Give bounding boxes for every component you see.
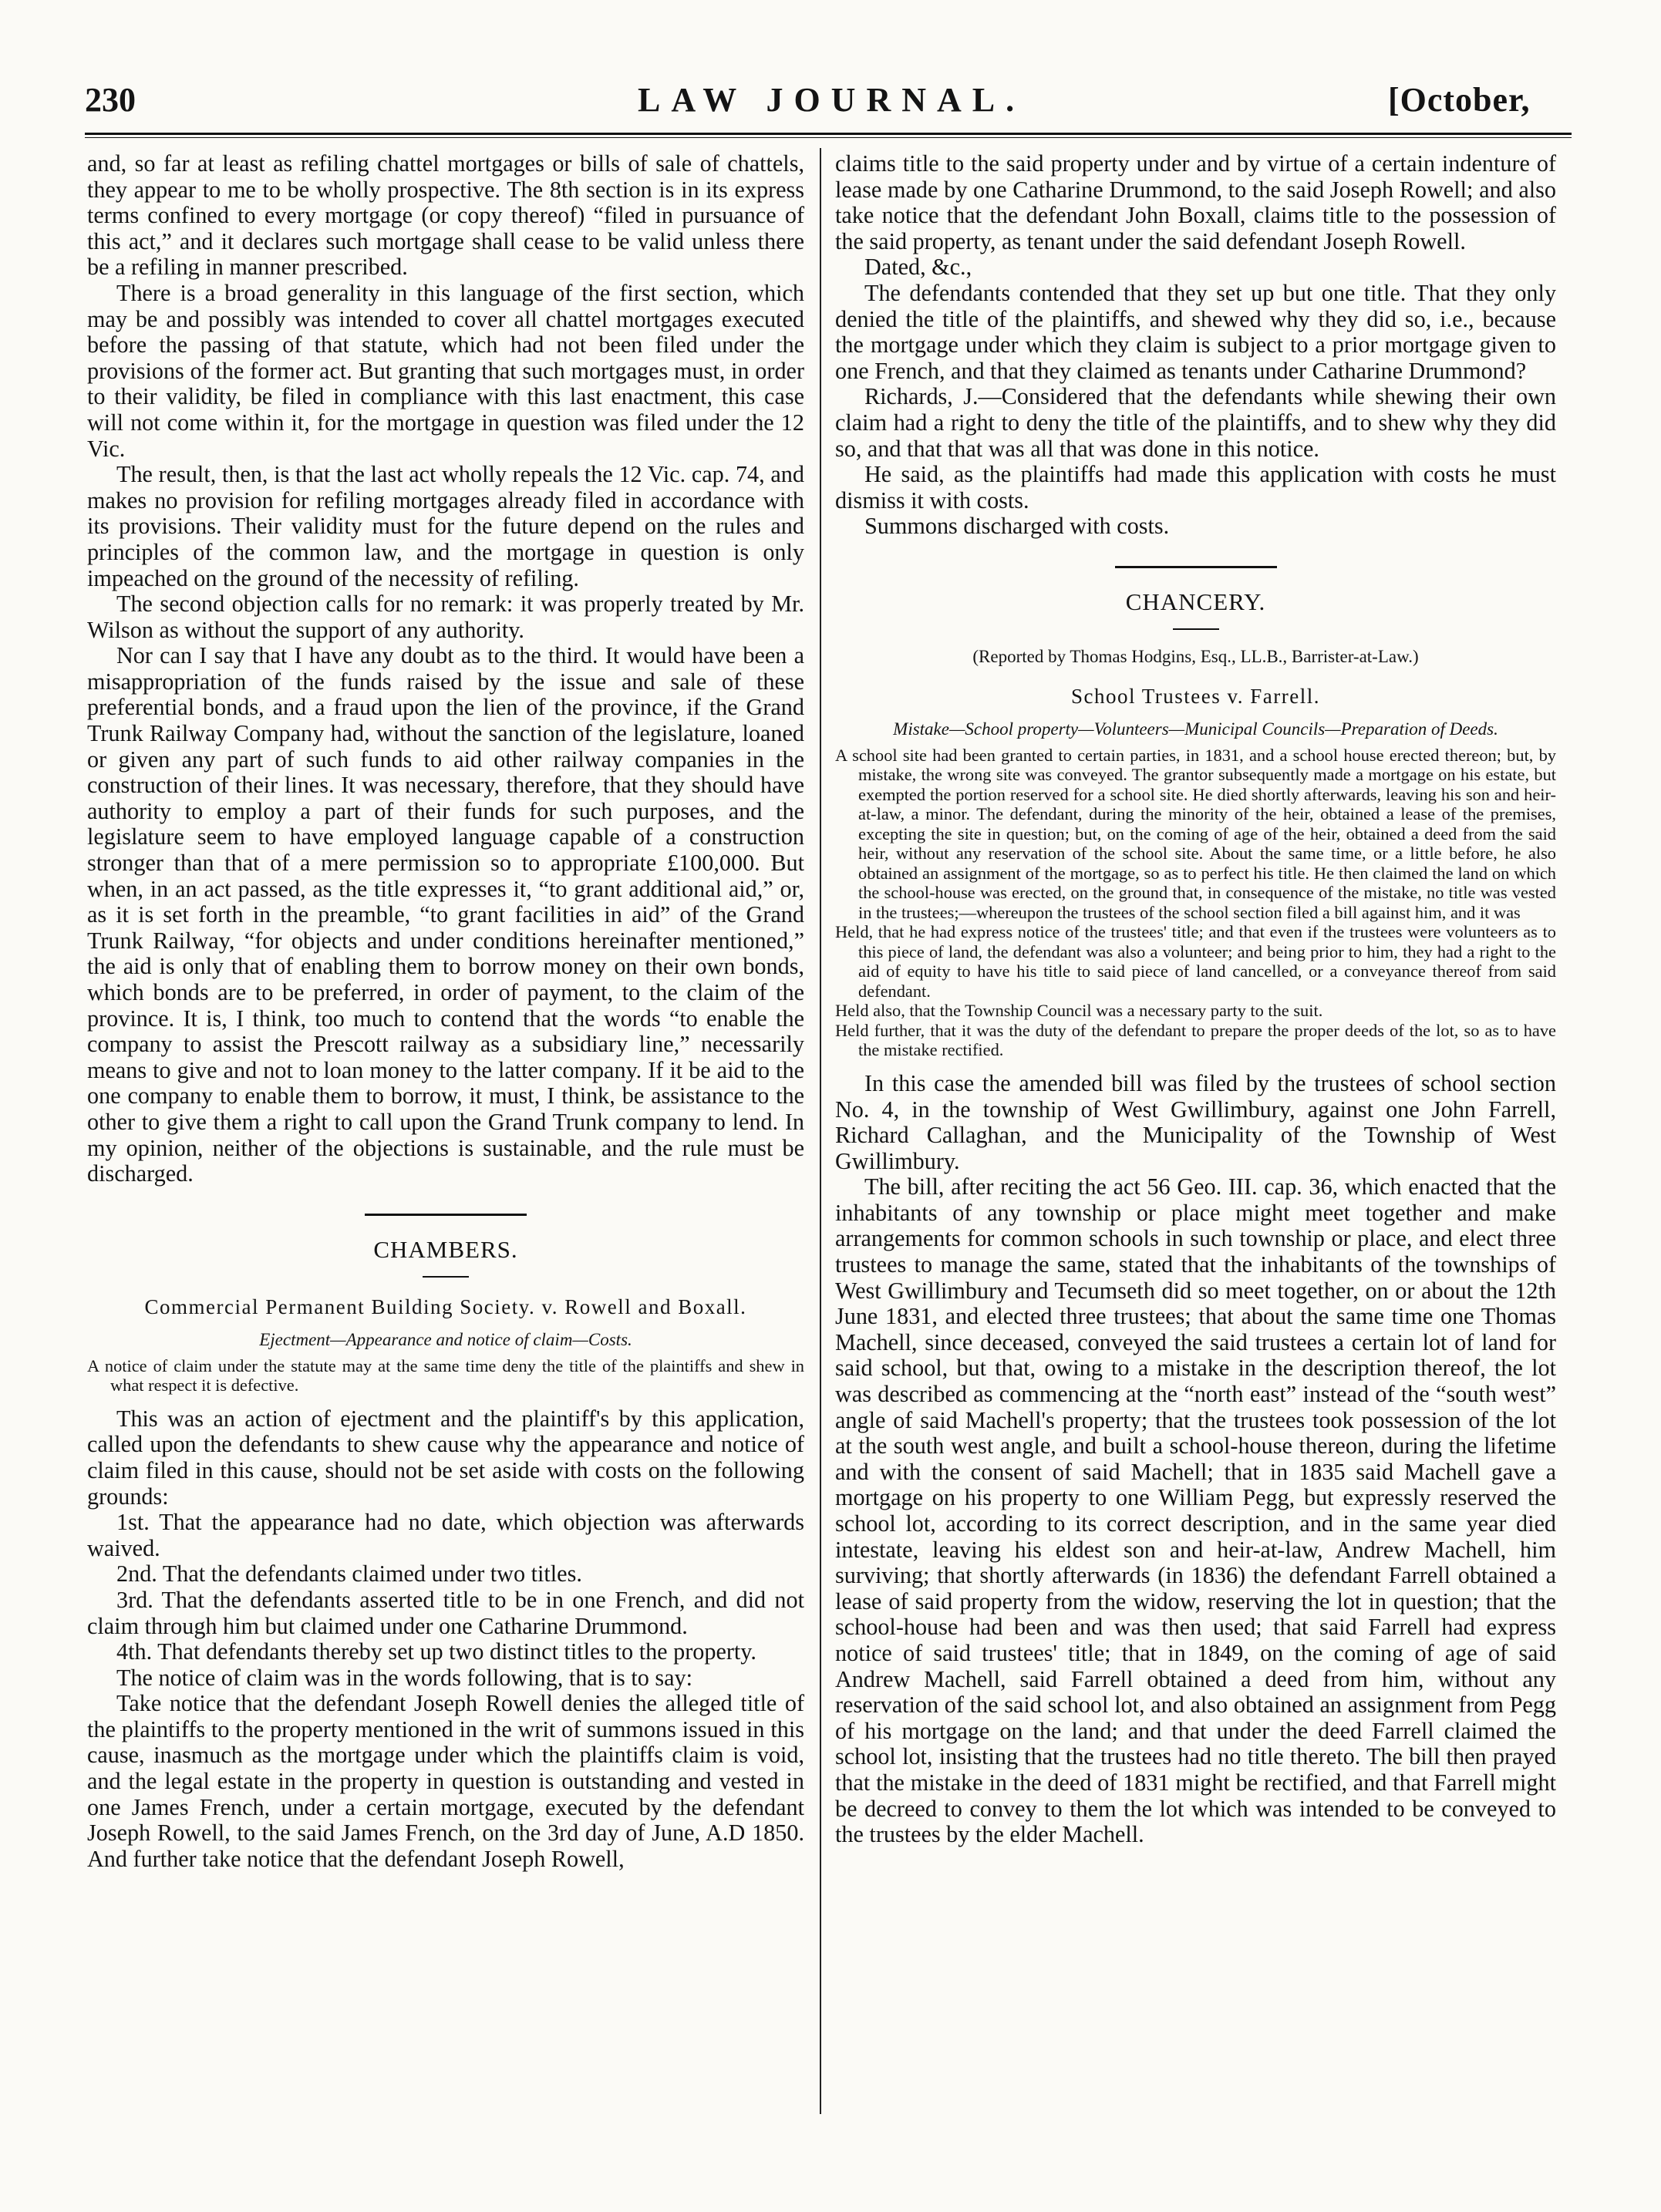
headnote-held: Held, that he had express notice of the trustees' title; and that even if the trustees were volunteers as to this piece of land, the defendant was also a volunteer; and being prior to him, they had a right to the aid of equity to have his title to said piece of land cancelled, or a conveyance thereof from said defendant.	[835, 922, 1556, 1001]
paragraph: The second objection calls for no remark: it was properly treated by Mr. Wilson as without the support of any authority.	[87, 591, 804, 643]
paragraph: The result, then, is that the last act wholly repeals the 12 Vic. cap. 74, and makes no provision for refiling mortgages already filed in accordance with its provisions. Their validity must for the future depend on the rules and principles of the common law, and the mortgage in question is only impeached on the ground of the necessity of refiling.	[87, 461, 804, 591]
paragraph: Dated, &c.,	[864, 254, 972, 281]
right-column	[835, 151, 1556, 1848]
journal-title: LAW JOURNAL.	[638, 81, 1026, 119]
paragraph: The notice of claim was in the words following, that is to say:	[116, 1664, 692, 1691]
paragraph: The bill, after reciting the act 56 Geo. III. cap. 36, which enacted that the inhabitants of any township or place might meet together and make arrangements for common schools in such township or place, and elect three trustees to manage the same, stated that the inhabitants of the townships of West Gwillimbury and Tecumseth did so meet together, on or about the 12th June 1831, and elected three trustees; that about the same time one Thomas Machell, since deceased, conveyed the said trustees a certain lot of land for said school, but that, owing to a mistake in the description thereof, the lot was described as commencing at the “north east” instead of the “south west” angle of said Machell's property; that the trustees took possession of the lot at the south west angle, and built a school-house thereon, during the lifetime and with the consent of said Machell; that in 1835 said Machell gave a mortgage on his property to one William Pegg, but expressly reserved the school lot, according to its correct description, and in the same year died intestate, leaving his eldest son and heir-at-law, Andrew Machell, him surviving; that shortly afterwards (in 1836) the defendant Farrell obtained a lease of said property from the widow, reserving the lot in question; that the school-house had been and was then used; that said Farrell had express notice of said trustees' title; that in 1849, on the coming of age of said Andrew Machell, said Farrell obtained a deed from him, without any reservation of the said school lot, and also obtained an assignment from Pegg of his mortgage on the land; and that under the deed Farrell claimed the school lot, insisting that the trustees had no title thereto. The bill then prayed that the mistake in the deed of 1831 might be rectified, and that Farrell might be decreed to convey to them the lot which was intended to be conveyed to the trustees by the elder Machell.	[835, 1173, 1556, 1848]
header-rule-thin	[85, 137, 1572, 138]
paragraph: claims title to the said property under and by virtue of a certain indenture of lease made by one Catharine Drummond, to the said Joseph Rowell; and also take notice that the defendant John Boxall, claims title to the possession of the said property, as tenant under the said defendant Joseph Rowell.	[835, 150, 1556, 254]
paragraph: Richards, J.—Considered that the defendants while shewing their own claim had a right to deny the title of the plaintiffs, and to shew why they did so, and that that was all that was done in this notice.	[835, 383, 1556, 462]
chambers-report	[87, 1406, 804, 1873]
section-rule	[1115, 566, 1277, 568]
headnote-text: A school site had been granted to certain parties, in 1831, and a school house erected thereon; but, by mistake, the wrong site was conveyed. The grantor subsequently made a mortgage on his estate, but exempted the portion reserved for a school site. He died shortly afterwards, leaving his son and heir-at-law, a minor. The defendant, during the minority of the heir, obtained a lease of the premises, excepting the site in question; but, on the coming of age of the heir, obtained a deed from the said heir, without any reservation of the school site. About the same time, or a little before, he also obtained an assignment of the mortgage, so as to perfect his title. He then claimed the land on which the school-house was erected, on the ground that, in consequence of the mistake, no title was vested in the trustees;—whereupon the trustees of the school section filed a bill against him, and it was	[835, 745, 1556, 922]
header-rule	[85, 133, 1572, 135]
paragraph: Nor can I say that I have any doubt as to the third. It would have been a misappropriation of the funds raised by the issue and sale of these preferential bonds, and a fraud upon the lien of the province, if the Grand Trunk Railway Company had, without the sanction of the legislature, loaned or given any part of such funds to aid other railway companies in the construction of their lines. It was necessary, therefore, that they should have authority to employ a part of their funds for such purposes, and the legislature seem to have employed language capable of a construction stronger than that of a mere permission so to appropriate £100,000. But when, in an act passed, as the title expresses it, “to grant additional aid,” or, as it is set forth in the preamble, “to grant facilities in aid” of the Grand Trunk Railway, “for objects and under conditions hereinafter mentioned,” the aid is only that of enabling them to borrow money on their own bonds, which bonds are to be preferred, in order of payment, to the claim of the province. It is, I think, too much to contend that the words “to enable the company to assist the Prescott railway as a subsidiary line,” necessarily means to give and not to loan money to the latter company. If it be aid to the one company to enable them to borrow, it must, I think, be assistance to the other to give them a right to call upon the Grand Trunk company to lend. In my opinion, neither of the objections is sustainable, and the rule must be discharged.	[87, 642, 804, 1187]
headnote-held-also: Held also, that the Township Council was a necessary party to the suit.	[835, 1001, 1323, 1021]
headnote-tags: Mistake—School property—Volunteers—Municipal Councils—Preparation of Deeds.	[893, 719, 1498, 739]
paragraph: Take notice that the defendant Joseph Rowell denies the alleged title of the plaintiffs to the property mentioned in the writ of summons issued in this cause, inasmuch as the mortgage under which the plaintiffs claim is void, and the legal estate in the property in question is outstanding and vested in one James French, under a certain mortgage, executed by the defendant Joseph Rowell, to the said James French, on the 3rd day of June, A.D 1850. And further take notice that the defendant Joseph Rowell,	[87, 1690, 804, 1872]
case-title: Commercial Permanent Building Society. v. Rowell and Boxall.	[144, 1295, 747, 1318]
headnote-tags: Ejectment—Appearance and notice of claim—Costs.	[259, 1329, 632, 1349]
short-rule	[423, 1276, 469, 1278]
paragraph: Summons discharged with costs.	[864, 513, 1170, 540]
paragraph: 4th. That defendants thereby set up two distinct titles to the property.	[116, 1638, 756, 1665]
headnote-held-further: Held further, that it was the duty of the defendant to prepare the proper deeds of the lot, so as to have the mistake rectified.	[835, 1020, 1556, 1060]
headnote	[87, 1356, 804, 1396]
paragraph: He said, as the plaintiffs had made this application with costs he must dismiss it with costs.	[835, 461, 1556, 513]
chancery-report	[835, 1071, 1556, 1848]
paragraph: and, so far at least as refiling chattel mortgages or bills of sale of chattels, they appear to me to be wholly prospective. The 8th section is in its express terms confined to every mortgage (or copy thereof) “filed in pursuance of this act,” and it declares such mortgage shall cease to be valid unless there be a refiling in manner prescribed.	[87, 150, 804, 281]
paragraph: 2nd. That the defendants claimed under two titles.	[116, 1561, 582, 1587]
headnote-text: A notice of claim under the statute may at the same time deny the title of the plaintiffs and shew in what respect it is defective.	[87, 1355, 804, 1396]
column-divider	[820, 148, 821, 2114]
section-heading-chancery: CHANCERY.	[1125, 588, 1266, 615]
running-month: [October,	[1388, 81, 1531, 119]
paragraph: The defendants contended that they set up but one title. That they only denied the title of the plaintiffs, and shewed why they did so, i.e., because the mortgage under which they claim is subject to a prior mortgage given to one French, and that they claimed as tenants under Catharine Drummond?	[835, 279, 1556, 384]
page-number: 230	[85, 81, 136, 119]
paragraph: 1st. That the appearance had no date, which objection was afterwards waived.	[87, 1509, 804, 1561]
paragraph: There is a broad generality in this language of the first section, which may be and possibly was intended to cover all chattel mortgages executed before the passing of that statute, which had not been filed under the provisions of the former act. But granting that such mortgages must, in order to their validity, be filed in compliance with this last enactment, this case will not come within it, for the mortgage in question was filed under the 12 Vic.	[87, 279, 804, 462]
reporter-line: (Reported by Thomas Hodgins, Esq., LL.B., Barrister-at-Law.)	[972, 646, 1419, 666]
paragraph: This was an action of ejectment and the plaintiff's by this application, called upon the defendants to shew cause why the appearance and notice of claim filed in this cause, should not be set aside with costs on the following grounds:	[87, 1405, 804, 1510]
left-column	[87, 151, 804, 1872]
paragraph: In this case the amended bill was filed by the trustees of school section No. 4, in the township of West Gwillimbury, against one John Farrell, Richard Callaghan, and the Municipality of the Township of West Gwillimbury.	[835, 1069, 1556, 1174]
short-rule	[1173, 628, 1219, 630]
chambers-report-continued	[835, 151, 1556, 540]
headnotes	[835, 746, 1556, 1060]
case-title: School Trustees v. Farrell.	[1071, 684, 1320, 708]
section-heading-chambers: CHAMBERS.	[373, 1235, 518, 1263]
judgment-continuation	[87, 151, 804, 1187]
section-rule	[365, 1214, 527, 1216]
paragraph: 3rd. That the defendants asserted title to be in one French, and did not claim through him but claimed under one Catharine Drummond.	[87, 1586, 804, 1639]
